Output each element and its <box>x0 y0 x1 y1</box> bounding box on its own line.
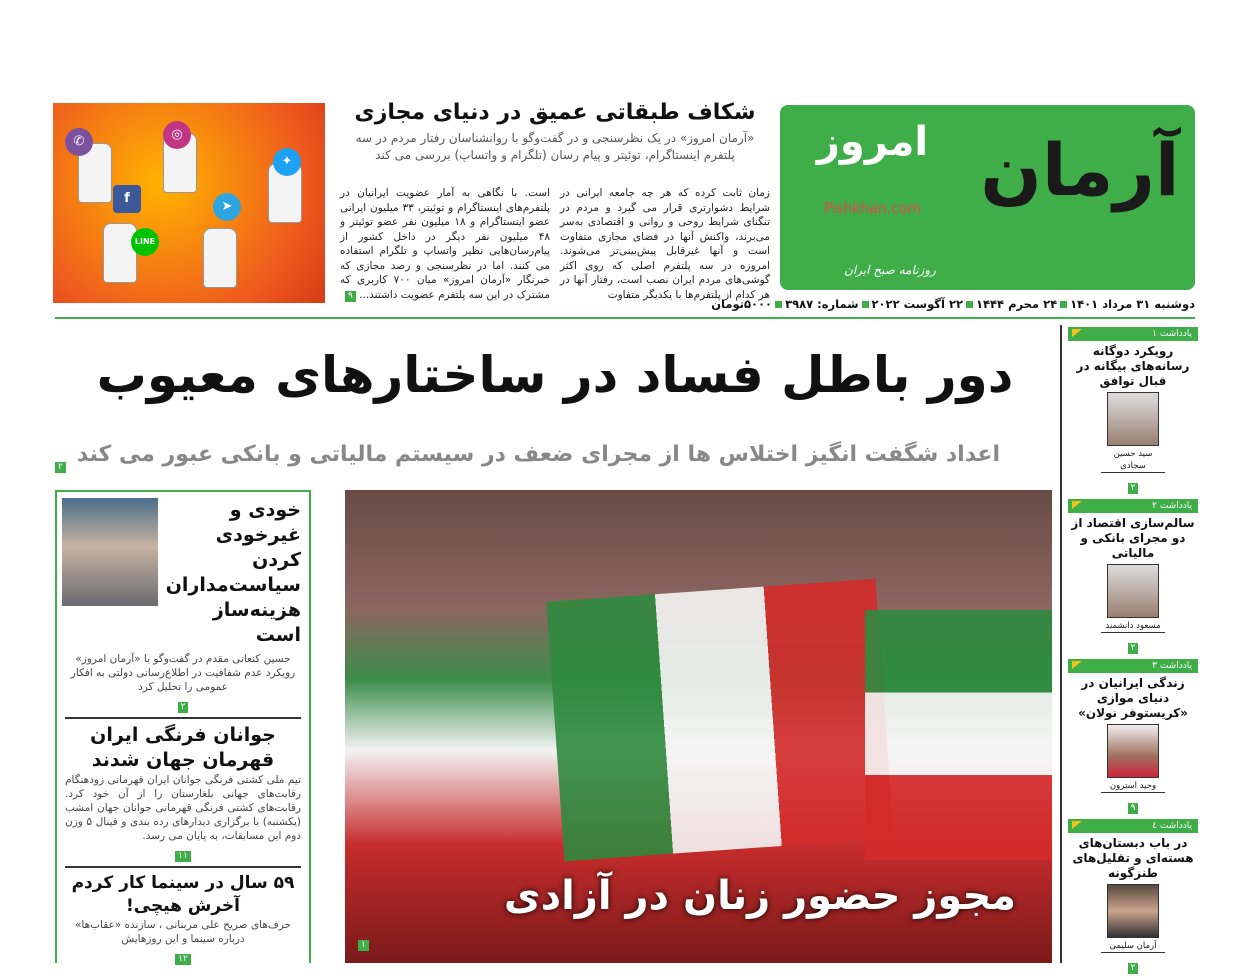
divider <box>55 317 1195 319</box>
page-ref[interactable]: ۲ <box>178 702 189 713</box>
note-label: یادداشت ۱ <box>1068 327 1198 341</box>
top-story-col2: است. با نگاهی به آمار عضویت ایرانیان در پلتفرم‌های اینستاگرام و توئیتر، ۳۳ میلیون ایرانی عضو اینستاگرام و ۱۸ میلیون نفر عضو توئیتر و ۴۸ میلیون نفر دیگر در داخل کشور از پیام‌رسان‌هایی نظیر واتساپ و تلگرام استفاده می کنند. اما در نظرسنجی و رصد مجازی که خبرنگار «آرمان امروز» میان ۷۰۰ کاربری که مشترک در این سه پلتفرم عضویت داشتند... <box>340 187 551 301</box>
note-label: یادداشت ۳ <box>1068 659 1198 673</box>
logo-subtitle: امروز <box>816 119 929 165</box>
story-desc: تیم ملی کشتی فرنگی جوانان ایران قهرمانی زودهنگام رقابت‌های جهانی بلغارستان را از آن خود کرد. رقابت‌های کشتی فرنگی قهرمانی جوانان جهان امشب (یکشنبه) با برگزاری دیدارهای رده بندی و فینال ۵ وزن دوم این مسابقات، به پایان می رسد. <box>65 774 301 842</box>
date-weekday: دوشنبه ۳۱ مرداد ۱۴۰۱ <box>1070 297 1195 311</box>
facebook-icon: f <box>113 185 141 213</box>
top-story-title[interactable]: شکاف طبقاتی عمیق در دنیای مجازی <box>354 100 756 125</box>
date-gregorian: ۲۲ آگوست ۲۰۲۲ <box>871 297 963 311</box>
author-photo <box>1107 884 1159 938</box>
telegram-icon: ➤ <box>213 193 241 221</box>
page-ref[interactable]: ۱۱ <box>175 851 191 862</box>
logo-tagline: روزنامه صبح ایران <box>844 263 936 277</box>
column-divider <box>1060 325 1062 963</box>
newspaper-logo: آرمان <box>980 128 1180 212</box>
page-ref[interactable]: ۲ <box>1128 643 1139 654</box>
photo-caption[interactable]: مجوز حضور زنان در آزادی <box>503 873 1017 919</box>
note-title: رویکرد دوگانه رسانه‌های بیگانه در قبال توافق <box>1076 344 1190 388</box>
dateline <box>711 296 1195 312</box>
note-item[interactable] <box>1068 819 1198 974</box>
top-story-col2-wrap <box>340 186 550 302</box>
page-ref[interactable]: ۱۲ <box>175 954 191 965</box>
watermark: Pishkhan.com <box>824 201 921 217</box>
page-ref[interactable]: ۲ <box>1128 963 1139 974</box>
flag <box>546 579 893 861</box>
page-ref[interactable]: ۹ <box>345 291 356 302</box>
note-title: زندگی ایرانیان در دنیای موازی «کریستوفر نولان» <box>1078 676 1188 720</box>
story-title[interactable]: جوانان فرنگی ایران قهرمان جهان شدند <box>90 724 276 771</box>
line-icon: LINE <box>131 228 159 256</box>
note-title: در باب دبستان‌های هسته‌ای و تقلیل‌های طنزگونه <box>1072 836 1194 880</box>
top-story-dek: «آرمان امروز» در یک نظرسنجی و در گفت‌وگو با روانشناسان رفتار مردم در سه پلتفرم اینستاگرام، توئیتر و پیام رسان (تلگرام و واتساپ) بررسی می کند <box>355 131 755 162</box>
author-name: سید حسین سجادی <box>1101 448 1165 473</box>
story-title: خودی و غیرخودی کردن سیاست‌مداران هزینه‌ساز است <box>165 499 301 646</box>
date-hijri: ۲۴ محرم ۱۴۴۴ <box>975 297 1058 311</box>
author-name: وحید استرون <box>1101 780 1165 793</box>
social-media-illustration <box>53 103 325 303</box>
story-desc: حرف‌های صریح علی مربنانی ، سازنده «عقاب‌ها» درباره سینما و این روزهایش <box>74 919 292 945</box>
author-name: مسعود دانشمند <box>1101 620 1165 633</box>
author-photo <box>1107 724 1159 778</box>
note-item[interactable] <box>1068 659 1198 814</box>
interviewee-photo <box>62 498 158 606</box>
note-label: یادداشت ٤ <box>1068 819 1198 833</box>
instagram-icon: ◎ <box>163 121 191 149</box>
twitter-icon: ✦ <box>273 148 301 176</box>
main-subheadline: اعداد شگفت انگیز اختلاس ها از مجرای ضعف در سیستم مالیاتی و بانکی عبور می کند <box>76 442 1000 467</box>
left-column <box>55 490 311 963</box>
page-ref[interactable]: ۹ <box>1128 803 1139 814</box>
story-1[interactable] <box>65 498 301 648</box>
notes-column <box>1068 327 1198 979</box>
main-headline[interactable]: دور باطل فساد در ساختارهای معیوب <box>96 346 1014 404</box>
note-item[interactable] <box>1068 327 1198 494</box>
author-photo <box>1107 564 1159 618</box>
page-ref[interactable]: ۲ <box>55 462 66 473</box>
story-title[interactable]: ۵۹ سال در سینما کار کردم آخرش هیچی! <box>71 873 295 916</box>
author-photo <box>1107 392 1159 446</box>
note-item[interactable] <box>1068 499 1198 654</box>
page-ref[interactable]: ۱ <box>358 940 369 951</box>
note-label: یادداشت ۲ <box>1068 499 1198 513</box>
top-story-col1: زمان ثابت کرده که هر چه جامعه ایرانی در شرایط دشوارتری قرار می گیرد و مردم در تنگنای شرایط روحی و روانی و اقتصادی به‌سر می‌برند، واکنش آنها در فضای مجازی متفاوت است و آنها غیرقابل پیش‌بینی‌تر می‌شوند. امروزه در سه پلتفرم اصلی که روی اکثر گوشی‌های مردم ایران نصب است، رفتار آنها در هر کدام از پلتفرم‌ها با یکدیگر متفاوت <box>560 187 770 301</box>
price: ۵۰۰۰تومان <box>711 297 773 311</box>
author-name: آرمان سلیمی <box>1101 940 1165 953</box>
note-title: سالم‌سازی اقتصاد از دو مجرای بانکی و مالیاتی <box>1071 516 1195 560</box>
issue-number: شماره: ۳۹۸۷ <box>785 297 859 311</box>
flag <box>865 610 1052 860</box>
viber-icon: ✆ <box>65 128 93 156</box>
page-ref[interactable]: ۲ <box>1128 483 1139 494</box>
story-desc: حسین کنعانی مقدم در گفت‌وگو با «آرمان امروز» رویکرد عدم شفافیت در اطلاع‌رسانی دولتی به افکار عمومی را تحلیل کرد <box>70 653 296 693</box>
